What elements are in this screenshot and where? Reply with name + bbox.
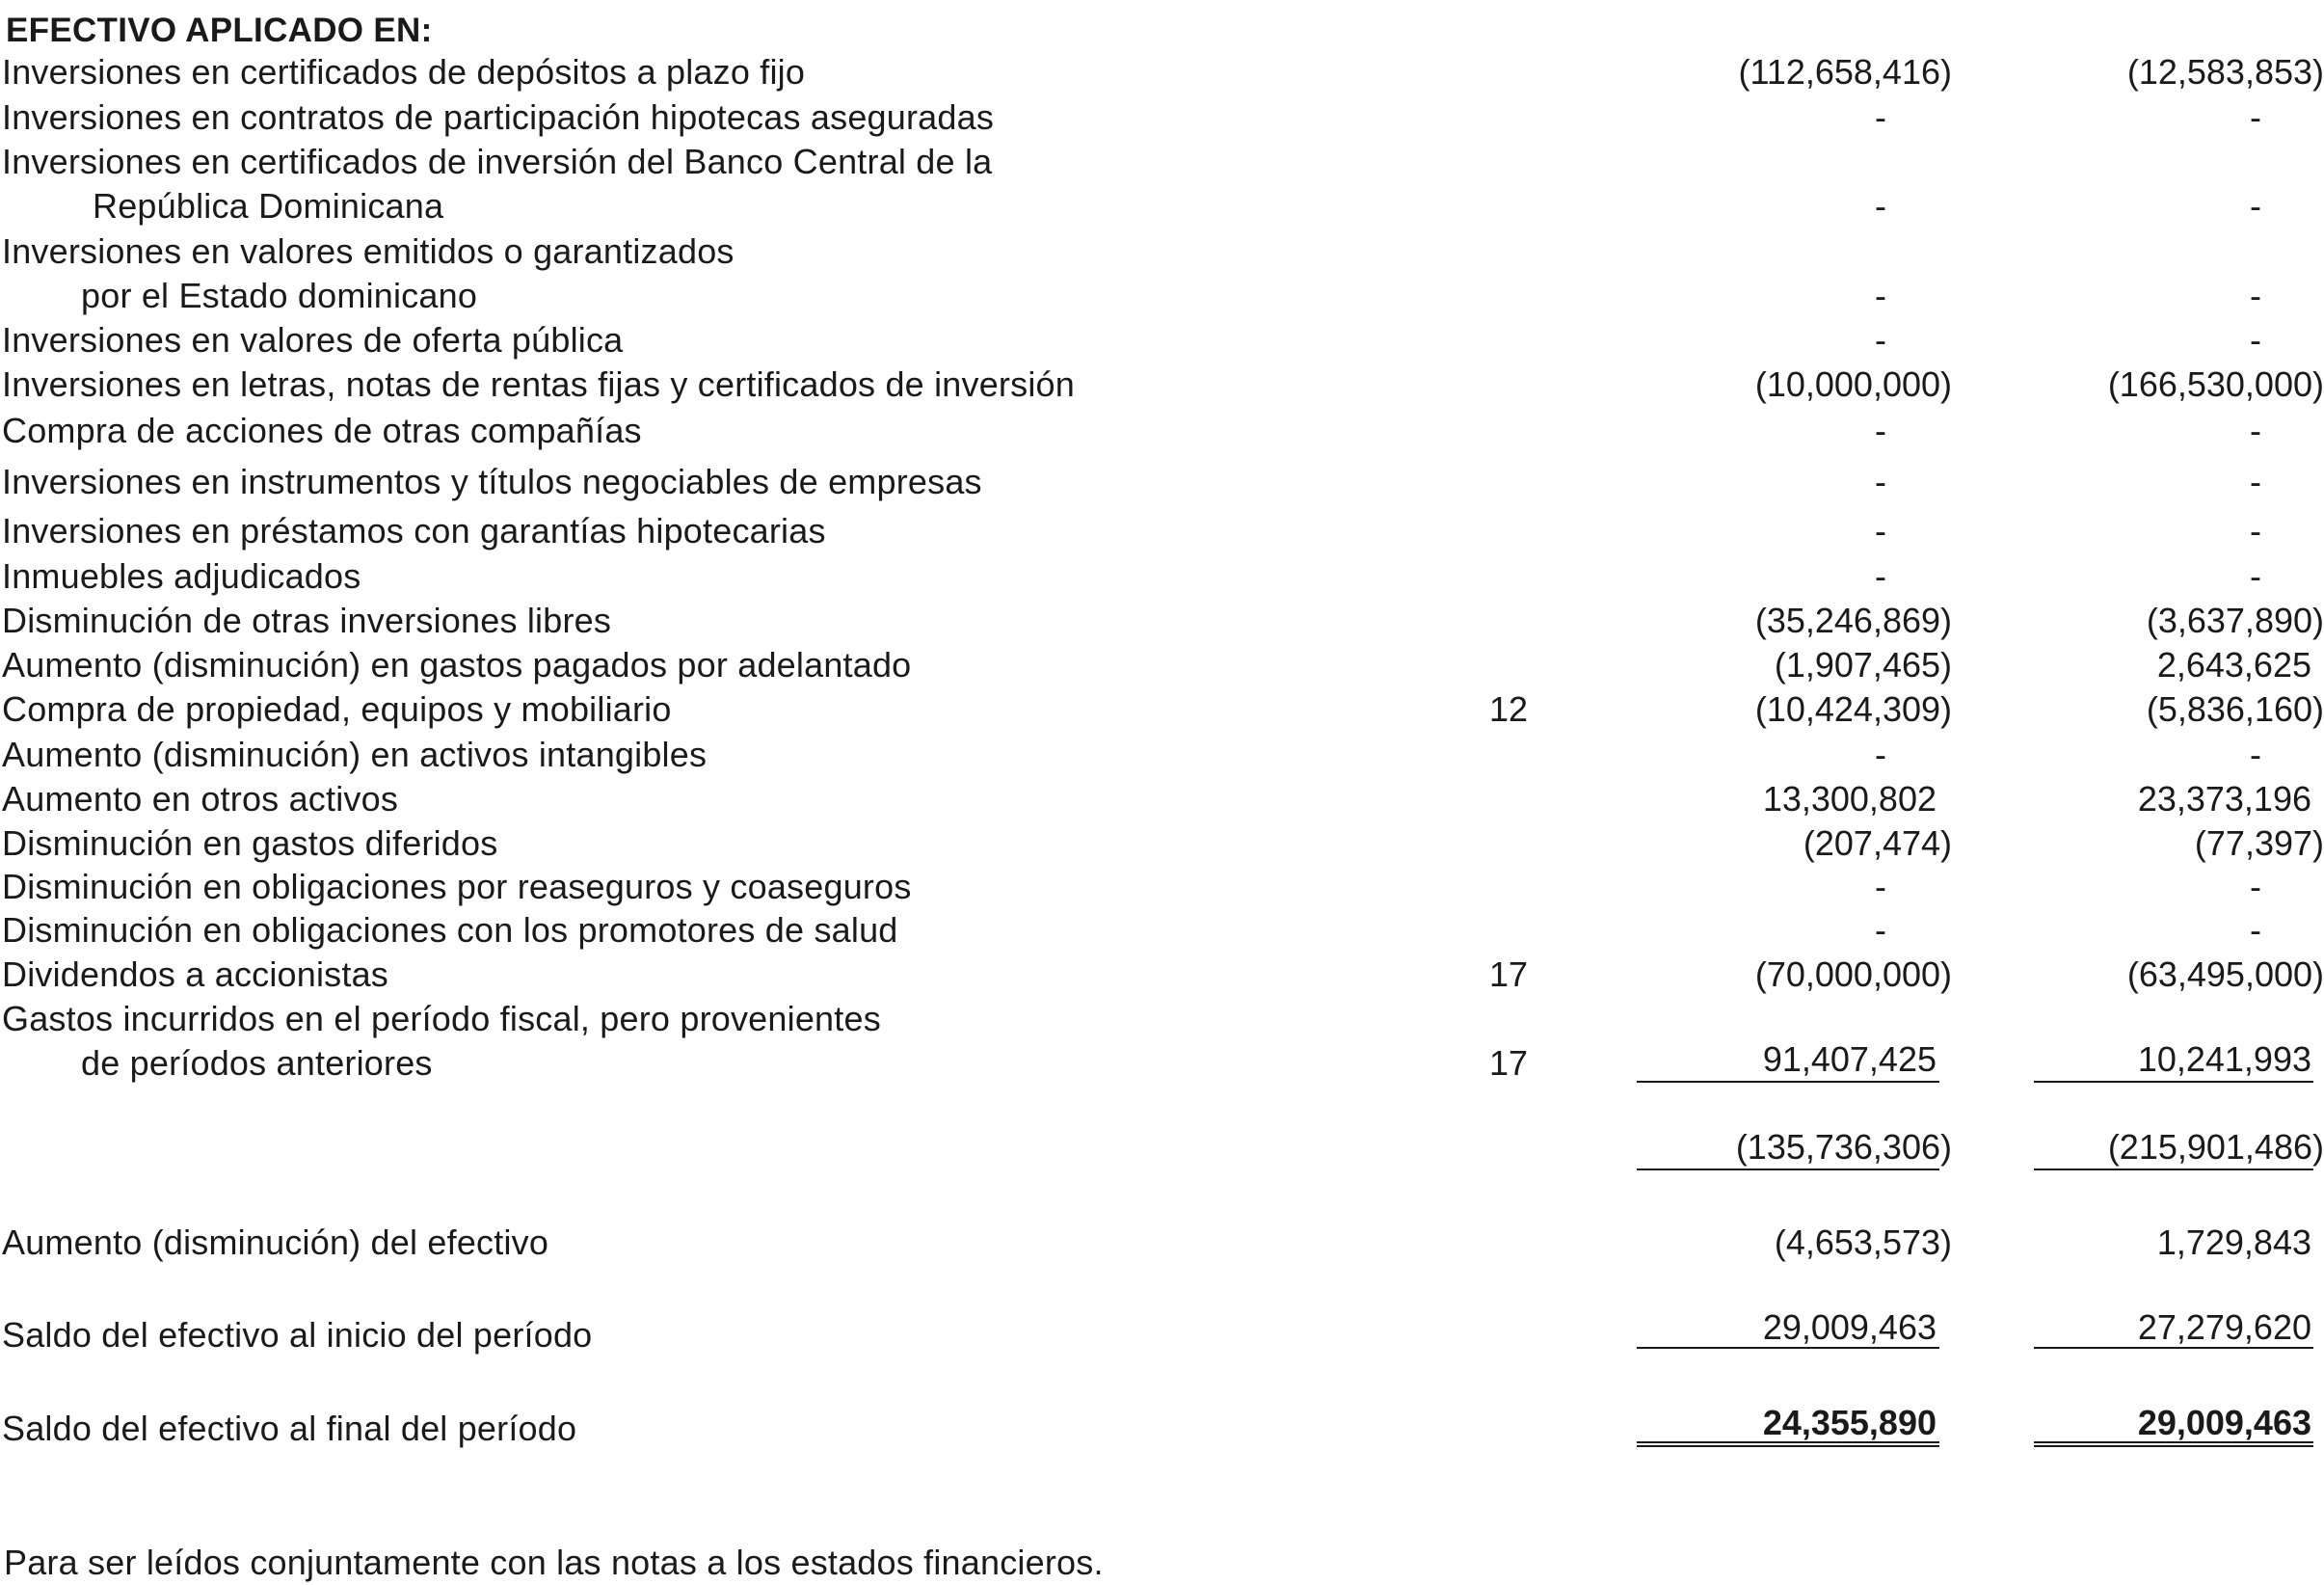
double-underline-prior <box>2034 1441 2313 1447</box>
value-current: - <box>1875 276 1886 315</box>
underline-prior <box>2034 1081 2313 1083</box>
row-label: Inversiones en contratos de participación hipotecas aseguradas <box>2 97 995 137</box>
value-current: 29,009,463 <box>1762 1307 1937 1347</box>
value-current: (10,000,000) <box>1754 364 1952 404</box>
value-current: (1,907,465) <box>1774 645 1952 685</box>
row-label: Dividendos a accionistas <box>2 954 389 994</box>
underline-current <box>1637 1169 1939 1170</box>
row-label: por el Estado dominicano <box>81 276 478 315</box>
row-label: Inversiones en letras, notas de rentas fijas y certificados de inversión <box>2 364 1075 404</box>
value-current: 91,407,425 <box>1762 1039 1937 1079</box>
row-label: Disminución de otras inversiones libres <box>2 601 612 640</box>
value-prior: 23,373,196 <box>2137 779 2311 819</box>
summary-row <box>0 1309 2324 1354</box>
note-ref: 12 <box>1488 689 1529 729</box>
row-label: Disminución en gastos diferidos <box>2 823 498 863</box>
subtotal-current: (135,736,306) <box>1735 1127 1952 1167</box>
value-current: (207,474) <box>1803 823 1952 863</box>
table-row <box>0 643 2324 687</box>
summary-row <box>0 1221 2324 1265</box>
value-current: - <box>1875 735 1886 774</box>
row-label: Inversiones en certificados de inversión del Banco Central de la <box>2 142 993 181</box>
table-row <box>0 95 2324 140</box>
table-row <box>0 184 2324 228</box>
underline-prior <box>2034 1169 2313 1170</box>
table-row <box>0 599 2324 643</box>
table-row <box>0 821 2324 866</box>
value-prior: - <box>2250 867 2261 906</box>
value-prior: - <box>2250 910 2261 950</box>
table-row <box>0 908 2324 953</box>
value-current: (35,246,869) <box>1754 601 1952 640</box>
value-current: - <box>1875 97 1886 137</box>
row-label: Compra de acciones de otras compañías <box>2 411 642 450</box>
value-current: - <box>1875 186 1886 226</box>
value-prior: 10,241,993 <box>2137 1039 2311 1079</box>
value-current: - <box>1875 462 1886 501</box>
double-underline-current <box>1637 1441 1939 1447</box>
value-prior: - <box>2250 411 2261 450</box>
row-label: Inversiones en instrumentos y títulos negociables de empresas <box>2 462 982 501</box>
value-current: (10,424,309) <box>1754 689 1952 729</box>
section-heading: EFECTIVO APLICADO EN: <box>6 12 433 49</box>
table-row <box>0 229 2324 274</box>
value-current: - <box>1875 320 1886 360</box>
underline-current <box>1637 1081 1939 1083</box>
value-prior: (12,583,853) <box>2126 52 2324 92</box>
value-prior: - <box>2250 186 2261 226</box>
value-current: 24,355,890 <box>1762 1403 1937 1442</box>
table-row <box>0 687 2324 732</box>
value-prior: 29,009,463 <box>2137 1403 2311 1442</box>
value-prior: (166,530,000) <box>2107 364 2324 404</box>
row-label: Compra de propiedad, equipos y mobiliario <box>2 689 672 729</box>
table-row <box>0 409 2324 453</box>
row-label: de períodos anteriores <box>81 1043 433 1083</box>
value-prior: - <box>2250 556 2261 596</box>
row-label: Inmuebles adjudicados <box>2 556 361 596</box>
table-row <box>0 363 2324 407</box>
value-prior: - <box>2250 462 2261 501</box>
footnote: Para ser leídos conjuntamente con las notas a los estados financieros. <box>4 1543 1104 1582</box>
table-row <box>0 509 2324 553</box>
value-current: (4,653,573) <box>1774 1222 1952 1262</box>
value-prior: (3,637,890) <box>2146 601 2324 640</box>
row-label: Disminución en obligaciones con los promotores de salud <box>2 910 898 950</box>
row-label: Disminución en obligaciones por reaseguros y coaseguros <box>2 867 912 906</box>
row-label: Aumento en otros activos <box>2 779 399 819</box>
table-row <box>0 50 2324 94</box>
value-prior: 1,729,843 <box>2156 1222 2311 1262</box>
table-row <box>0 1041 2324 1086</box>
value-current: (112,658,416) <box>1738 52 1952 92</box>
table-row <box>0 318 2324 363</box>
value-current: 13,300,802 <box>1762 779 1937 819</box>
row-label: Aumento (disminución) en gastos pagados por adelantado <box>2 645 912 685</box>
value-current: - <box>1875 411 1886 450</box>
value-current: - <box>1875 910 1886 950</box>
table-row <box>0 865 2324 909</box>
row-label: Inversiones en valores emitidos o garantizados <box>2 231 735 271</box>
row-label: Aumento (disminución) en activos intangibles <box>2 735 708 774</box>
table-row <box>0 733 2324 777</box>
value-prior: (77,397) <box>2194 823 2324 863</box>
value-prior: (63,495,000) <box>2126 954 2324 994</box>
row-label: Gastos incurridos en el período fiscal, pero provenientes <box>2 999 881 1038</box>
value-current: - <box>1875 556 1886 596</box>
subtotal-prior: (215,901,486) <box>2107 1127 2324 1167</box>
table-row <box>0 274 2324 318</box>
table-row <box>0 777 2324 821</box>
value-prior: - <box>2250 320 2261 360</box>
note-ref: 17 <box>1488 1043 1529 1083</box>
value-prior: - <box>2250 276 2261 315</box>
table-row <box>0 953 2324 997</box>
table-row <box>0 460 2324 504</box>
value-prior: 2,643,625 <box>2156 645 2311 685</box>
row-label: Aumento (disminución) del efectivo <box>2 1222 549 1262</box>
table-row <box>0 140 2324 184</box>
value-prior: - <box>2250 97 2261 137</box>
underline-current <box>1637 1347 1939 1349</box>
value-prior: 27,279,620 <box>2137 1307 2311 1347</box>
row-label: Saldo del efectivo al final del período <box>2 1409 577 1448</box>
value-prior: - <box>2250 511 2261 551</box>
row-label: Inversiones en certificados de depósitos a plazo fijo <box>2 52 806 92</box>
row-label: Saldo del efectivo al inicio del período <box>2 1315 593 1355</box>
note-ref: 17 <box>1488 954 1529 994</box>
row-label: Inversiones en valores de oferta pública <box>2 320 624 360</box>
underline-prior <box>2034 1347 2313 1349</box>
value-current: (70,000,000) <box>1754 954 1952 994</box>
row-label: República Dominicana <box>93 186 444 226</box>
value-current: - <box>1875 511 1886 551</box>
row-label: Inversiones en préstamos con garantías hipotecarias <box>2 511 826 551</box>
summary-row <box>0 1403 2324 1447</box>
value-current: - <box>1875 867 1886 906</box>
subtotal-row <box>0 1125 2324 1169</box>
table-row <box>0 997 2324 1041</box>
value-prior: (5,836,160) <box>2146 689 2324 729</box>
value-prior: - <box>2250 735 2261 774</box>
table-row <box>0 554 2324 599</box>
